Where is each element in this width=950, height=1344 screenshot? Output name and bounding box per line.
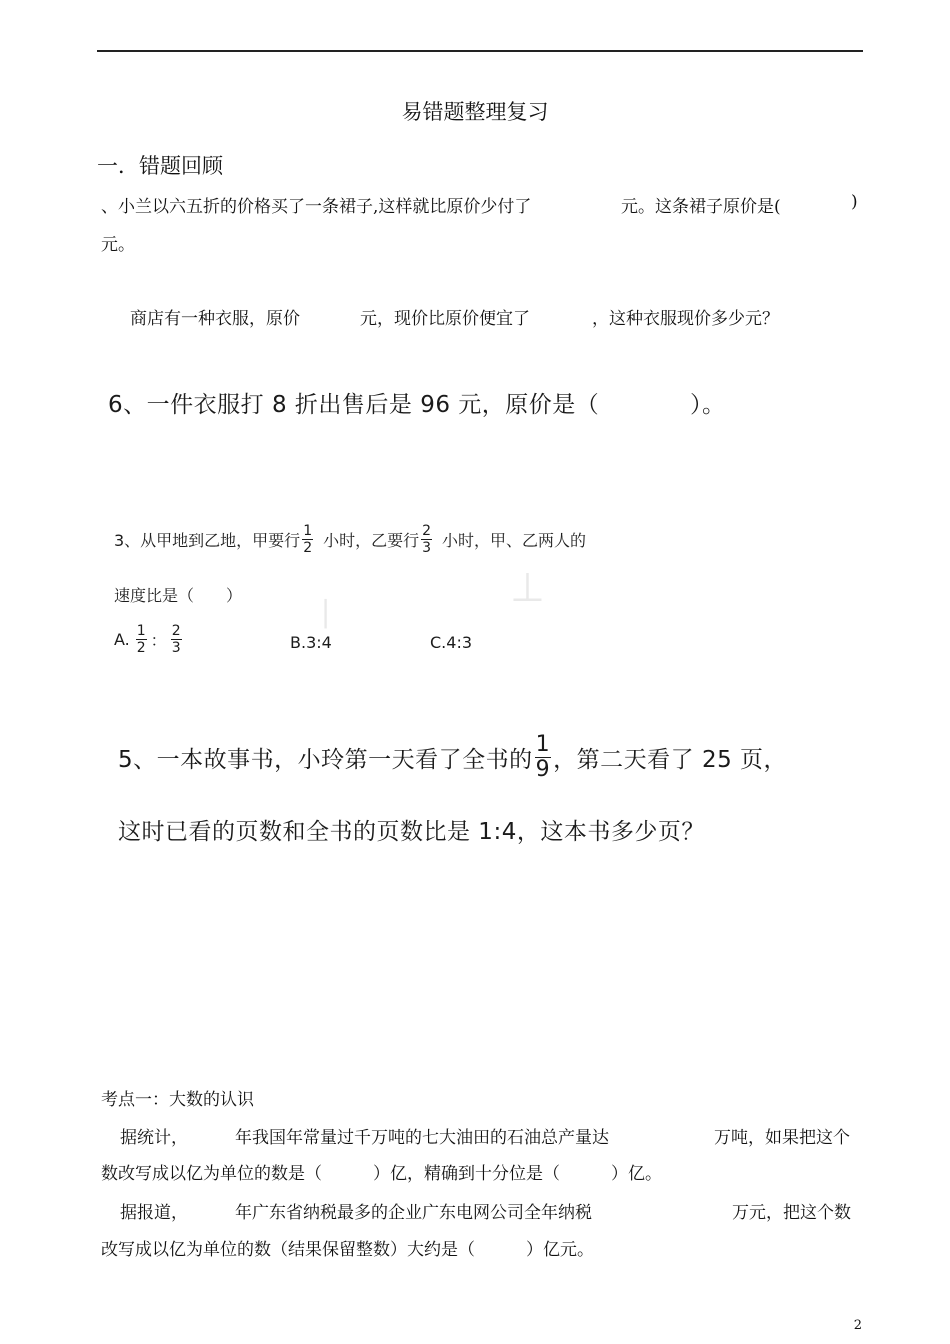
option-c: C.4:3 [430, 633, 473, 652]
page-title: 易错题整理复习 [401, 100, 549, 124]
s2-p1-line1-b: 年我国年常量过千万吨的七大油田的石油总产量达 [235, 1128, 609, 1148]
q5-line1-b: ，第二天看了 25 页， [553, 747, 788, 773]
q4-fraction-2 [421, 524, 432, 555]
header-rule [97, 50, 863, 52]
fraction-denominator: 9 [535, 757, 551, 782]
option-b: B.3:4 [290, 633, 332, 652]
option-a-colon: ： [150, 631, 167, 650]
s2-p2-line1-c: 万元，把这个数 [732, 1203, 851, 1223]
q2-part-b: 元，现价比原价便宜了 [360, 309, 530, 329]
s2-p1-line1-a: 据统计， [120, 1128, 188, 1148]
s2-p1-line1-c: 万吨，如果把这个 [714, 1128, 850, 1148]
fraction-denominator: 3 [171, 640, 181, 656]
q4-option-a [114, 624, 184, 655]
fraction-numerator: 2 [422, 523, 432, 539]
fraction-denominator: 2 [303, 540, 313, 556]
page-number: 2 [853, 1318, 862, 1333]
q1-line1-a: 、小兰以六五折的价格买了一条裙子,这样就比原价少付了 [101, 197, 532, 217]
fraction-numerator: 1 [136, 623, 146, 639]
s2-p2-line1-b: 年广东省纳税最多的企业广东电网公司全年纳税 [235, 1203, 592, 1223]
q4-line1-c: 小时，甲、乙两人的 [442, 531, 587, 550]
q3-text-b: ）。 [690, 392, 726, 418]
q5-line1-a: 5、一本故事书，小玲第一天看了全书的 [118, 747, 533, 773]
q4-line1 [114, 524, 586, 555]
q1-line1-c: ) [851, 192, 858, 212]
q3-text-a: 6、一件衣服打 8 折出售后是 96 元，原价是（ [108, 392, 600, 418]
q4-line1-a: 3、从甲地到乙地，甲要行 [114, 531, 301, 550]
q4-fraction-1 [302, 524, 313, 555]
fraction-numerator: 2 [171, 623, 181, 639]
scan-artifact: ∣ [318, 595, 333, 630]
fraction-numerator: 1 [535, 732, 551, 757]
q5-fraction [535, 734, 552, 781]
section-heading-review: 一．错题回顾 [97, 154, 223, 178]
q5-line2: 这时已看的页数和全书的页数比是 1:4，这本书多少页？ [118, 819, 705, 845]
option-a-label: A. [114, 630, 130, 649]
q2-part-a: 商店有一种衣服，原价 [130, 309, 300, 329]
s2-p1-line2: 数改写成以亿为单位的数是（ ）亿，精确到十分位是（ ）亿。 [101, 1164, 662, 1184]
fraction-denominator: 3 [422, 540, 432, 556]
q1-line2: 元。 [101, 235, 135, 255]
q5-line1 [118, 734, 787, 781]
q2-part-c: ，这种衣服现价多少元？ [592, 309, 779, 329]
option-a-fraction-1 [136, 624, 147, 655]
fraction-numerator: 1 [303, 523, 313, 539]
section-heading-big-numbers: 考点一：大数的认识 [101, 1090, 254, 1110]
s2-p2-line1-a: 据报道， [120, 1203, 188, 1223]
fraction-denominator: 2 [136, 640, 146, 656]
option-a-fraction-2 [171, 624, 182, 655]
q1-line1-b: 元。这条裙子原价是( [621, 197, 781, 217]
scan-artifact: ⊥ [510, 565, 545, 611]
q4-line2: 速度比是（ ） [114, 586, 243, 605]
q4-line1-b: 小时，乙要行 [323, 531, 420, 550]
s2-p2-line2: 改写成以亿为单位的数（结果保留整数）大约是（ ）亿元。 [101, 1240, 594, 1260]
